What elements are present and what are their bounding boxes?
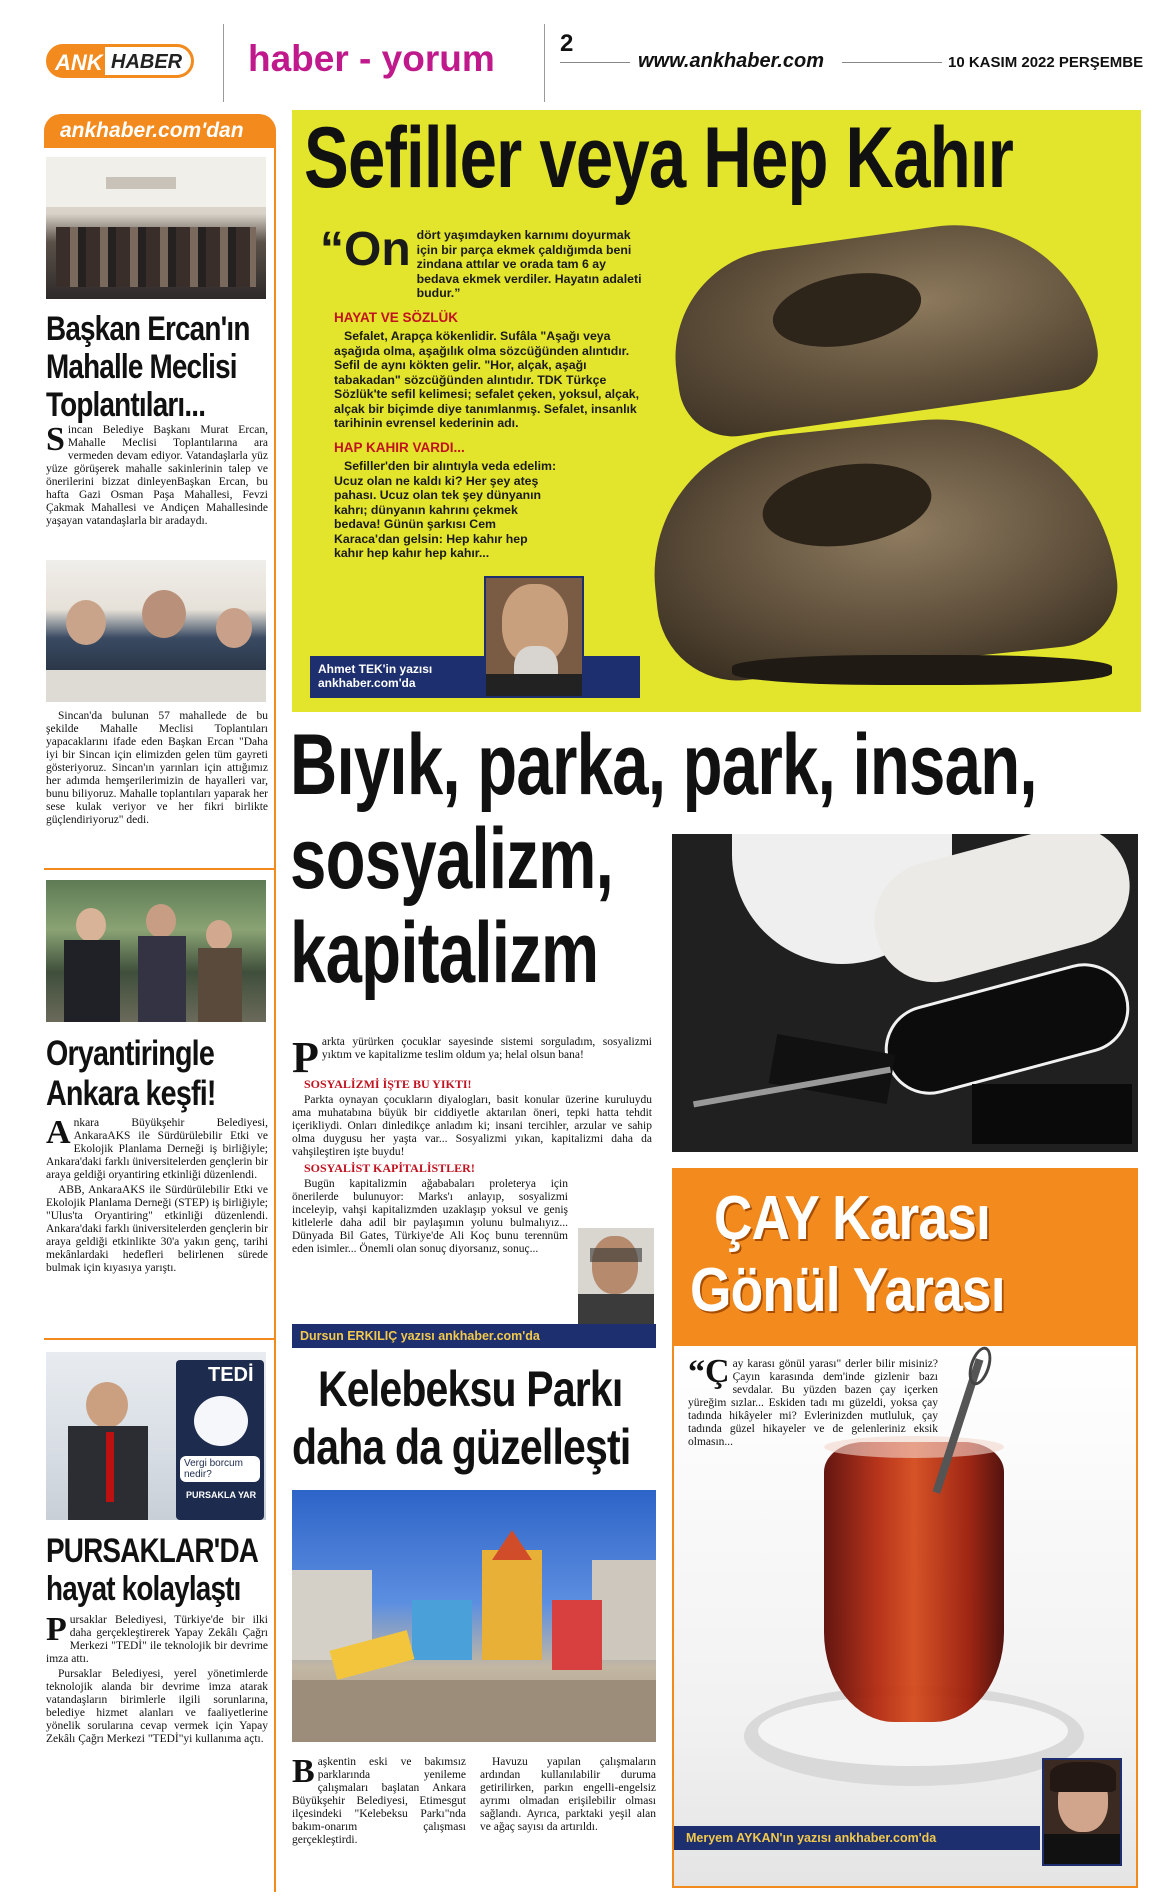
article3-col1 <box>292 1753 466 1847</box>
article4 <box>672 1168 1138 1888</box>
article2-author-photo <box>578 1228 654 1324</box>
article1-author-bar[interactable] <box>310 656 640 698</box>
article4-text <box>688 1353 938 1449</box>
header-rule-left <box>560 62 630 63</box>
article4-dropcap: Ç <box>705 1353 730 1390</box>
article2-p2: Parkta oynayan çocukların diyalogları, basit konular üzerine kuruluydu ama muhatabına büyük bir ciddiyetle aktarılan öneri, tepki hatta tehdit içerikliydi. Onları dinledikçe anladım ki; insani tercihler, arzular ve sahip olma duygusu her yaşta var... Sosyalizmi yıkan, kapitalizmi daha da vahşileştiren işte buydu! <box>292 1094 652 1158</box>
article4-title-l2[interactable]: Gönül Yarası <box>690 1256 1005 1325</box>
article2-author-bar[interactable] <box>292 1324 656 1348</box>
story3-p2: Pursaklar Belediyesi, yerel yönetimlerde teknolojik alanda bir devrime imza atarak vatandaşların birimlerle ilgili sorunlarına, belediye hizmet alanları ve faaliyetlerine yönelik sorularına cevap vermek için Yapay Zekâlı Çağrı Merkezi "TEDİ"yi kullanıma açtı. <box>46 1668 268 1745</box>
article2-title-l3[interactable]: kapitalizm <box>290 905 599 1001</box>
article4-quote-mark: “ <box>688 1354 705 1391</box>
article1-author-photo <box>484 576 584 698</box>
article1-quote: dört yaşımdayken karnımı doyurmak için bir parça ekmek çaldığımda beni zindana attılar ve orada tam 6 ay bedava ekmek verdiler. Hayatın adaleti budur.” <box>416 228 642 300</box>
story1-p2-text: Sincan'da bulunan 57 mahallede de bu şekilde Mahalle Meclisi Toplantıları yapacaklarını ifade eden Başkan Ercan "Daha iyi bir Sincan için elimizden gelen tüm gayreti gösteriyoruz. Sincan'ın yarınları için attığımız her adımda hemşerilerimizin de hayalleri var, bunu biliyoruz. Mahalle toplantıları yaparak her sese kulak veriyor ve her fikri birlikte güçlendiriyoruz" dedi. <box>46 710 268 826</box>
article2-p3: Bugün kapitalizmin ağababaları proleterya için önerilerde bulunuyor: Marks'ı anlayıp, sosyalizmi inceleyip, vahşi kapitalizmden uzaklaşıp yoksul ve geniş kitlelerle daha adil bir paylaşımın yolunu bulmalıyız... Dünyada Bil Gates, Türkiye'de Ali Koç bunu terennüm eden isimler... Önemli olan sonuç diyorsanız, sonuç... <box>292 1178 568 1255</box>
story3-photo-text3: PURSAKLA YAR <box>186 1490 257 1500</box>
article3-photo <box>292 1490 656 1742</box>
article1-p1: Sefalet, Arapça kökenlidir. Sufâla "Aşağı veya aşağıda olma, aşağılık olma sözcüğünden alıntıdır. Sefil de aynı kökten gelir. "Hor, alçak, aşağı tabakadan" sözcüğünden alıntıdır. TDK Türkçe Sözlük'te sefil kelimesi; sefalet çeken, yoksul, alçak, alçak bir biçimde diye tanımlanmış. Sefalet, insanlık tarihinin evrensel kederinin adı. <box>334 329 640 430</box>
shoes-photo <box>632 215 1141 712</box>
sidebar <box>44 112 276 1898</box>
sidebar-separator-1 <box>44 868 276 870</box>
article3-title-l2[interactable]: daha da güzelleşti <box>292 1419 631 1475</box>
article4-title-l1[interactable]: ÇAY Karası <box>714 1184 990 1253</box>
page-number: 2 <box>560 30 574 57</box>
article1-sub2: HAP KAHIR VARDI... <box>334 439 465 455</box>
story1-photo2 <box>46 560 266 702</box>
date: 10 KASIM 2022 PERŞEMBE <box>948 54 1144 71</box>
website[interactable]: www.ankhaber.com <box>638 50 824 72</box>
article1-quote-big: “On <box>320 223 411 276</box>
story3-photo-text2: Vergi borcum nedir? <box>180 1456 260 1482</box>
story2-title[interactable]: Oryantiringle Ankara keşfi! <box>46 1034 216 1113</box>
header-divider-1 <box>223 24 224 102</box>
story2-p2: ABB, AnkaraAKS ile Sürdürülebilir Etki ve Ekolojik Planlama Derneği (STEP) iş birliğiyle; "Ulus'ta Oryantiring" etkinliği düzenlendi. Ankara'daki farklı üniversitelerden gençlerin bir araya geldiği etkinlikte 30'a yakın genç, tarihi mekânlardaki hedefleri belirlenen sürede bulmak için kıyasıya yarıştı. <box>46 1184 268 1274</box>
article4-author: Meryem AYKAN'ın yazısı ankhaber.com'da <box>686 1831 937 1845</box>
story3-dropcap: P <box>46 1611 67 1648</box>
sidebar-label-box <box>44 114 276 148</box>
article2-sub2: SOSYALİST KAPİTALİSTLER! <box>304 1161 475 1175</box>
article1-text <box>310 223 650 561</box>
article1-p2: Sefiller'den bir alıntıyla veda edelim: Ucuz olan ne kaldı ki? Her şey ateş pahası. Ucuz olan tek şey dünyanın kahrı; dünyanın kahrını çekmek bedava! Günün şarkısı Cem Karaca'dan gelsin: Hep kahır hep kahır hep kahır hep kahır... <box>334 459 557 560</box>
sidebar-separator-2 <box>44 1338 276 1340</box>
story1-title[interactable]: Başkan Ercan'ın Mahalle Meclisi Toplantıları... <box>46 310 250 424</box>
story3-photo <box>46 1352 266 1520</box>
article2-sub1: SOSYALİZMİ İŞTE BU YIKTI! <box>304 1077 472 1091</box>
article2-p1: arkta yürürken çocuklar sayesinde sistemi sorguladım, sosyalizmi yıktım ve kapitalizme teslim oldum ya; helal olsun bana! <box>321 1036 652 1061</box>
article4-author-photo <box>1042 1758 1122 1866</box>
story3-p1: ursaklar Belediyesi, Türkiye'de bir ilki daha gerçekleştirerek Yapay Zekâlı Çağrı Merkezi "TEDİ" ile teknolojik bir devrime imza attı. <box>46 1614 268 1665</box>
story1-dropcap: S <box>46 421 65 458</box>
article1-title[interactable]: Sefiller veya Hep Kahır <box>304 110 1014 206</box>
story2-photo <box>46 880 266 1022</box>
story1-p2 <box>46 710 268 829</box>
header-divider-2 <box>544 24 545 102</box>
article3-col2-text: Havuzu yapılan çalışmaların ardından kullanılabilir duruma getirilirken, parkın engelli-engelsiz ayrımı olmadan erişilebilir olması sağlandı. Ayrıca, parktaki yeşil alan ve ağaç sayısı da artırıldı. <box>480 1756 656 1833</box>
article1 <box>292 110 1141 712</box>
story2-p1: nkara Büyükşehir Belediyesi, AnkaraAKS ile Sürdürülebilir Etki ve Ekolojik Planlama Derneği iş birliğiyle; Ankara'daki farklı üniversitelerden gençlerin bir araya geldiği oryantiring etkinliği düzenlendi. <box>46 1117 268 1181</box>
article1-author-line1: Ahmet TEK'in yazısı <box>318 662 433 676</box>
story3-body <box>46 1611 268 1748</box>
article4-author-bar[interactable] <box>674 1826 1040 1850</box>
article3-col2 <box>480 1756 656 1836</box>
story1-p1: incan Belediye Başkanı Murat Ercan, Mahalle Meclisi Toplantılarına ara vermeden devam ediyor. Vatandaşlarla yüz yüze görüşerek mahalle sakinlerinin talep ve önerilerini bizzat dinleyenBaşkan Ercan, bu hafta Gazi Osman Paşa Mahallesi, Fevzi Çakmak Mahallesi ve Andiçen Mahallesinde yaşayan vatandaşlarla bir aradaydı. <box>46 424 268 527</box>
masthead <box>0 0 1176 104</box>
article2-title-l1[interactable]: Bıyık, parka, park, insan, <box>290 717 1037 813</box>
sidebar-right-rule <box>274 142 276 1892</box>
story3-title[interactable]: PURSAKLAR'DA hayat kolaylaştı <box>46 1532 258 1608</box>
story2-body <box>46 1114 268 1277</box>
logo[interactable] <box>46 44 194 78</box>
article2-body <box>292 1033 652 1258</box>
logo-haber-text: HABER <box>111 51 183 73</box>
article1-author-line2: ankhaber.com'da <box>318 676 416 690</box>
sidebar-label: ankhaber.com'dan <box>60 119 244 142</box>
article4-body: ay karası gönül yarası" derler bilir misiniz? Çayın karasında dem'inde gizlenir bazı sevdalar. Bu yüzden bazen çay içerken yüreğim sızlar... Eskiden tadı mı güzeldi, yoksa çay tadında hikâyeler mi? Evlerinizden mutluluk, çay tadında güzel hikayeler ve de gelenleriniz eksik olmasın... <box>688 1358 938 1448</box>
story3-photo-text1: TEDİ <box>208 1364 254 1386</box>
article2-dropcap: P <box>292 1033 319 1082</box>
logo-ank: ANK <box>55 50 103 75</box>
story2-dropcap: A <box>46 1114 71 1151</box>
story1-photo <box>46 157 266 299</box>
story1-body <box>46 421 268 528</box>
article2-author: Dursun ERKILIÇ yazısı ankhaber.com'da <box>300 1329 540 1343</box>
section-title: haber - yorum <box>248 38 495 79</box>
article3-dropcap: B <box>292 1753 315 1790</box>
article3-title-l1[interactable]: Kelebeksu Parkı <box>318 1361 623 1417</box>
article1-sub1: HAYAT VE SÖZLÜK <box>334 309 459 325</box>
header-rule-right <box>842 62 942 63</box>
article2-photo <box>672 834 1138 1152</box>
article3-col1-text: aşkentin eski ve bakımsız parklarında yenileme çalışmaları başlatan Ankara Büyükşehir Belediyesi, Etimesgut ilçesindeki "Kelebeksu Parkı"nda bakım-onarım çalışması gerçekleştirdi. <box>292 1756 466 1846</box>
article2-title-l2[interactable]: sosyalizm, <box>290 811 613 907</box>
